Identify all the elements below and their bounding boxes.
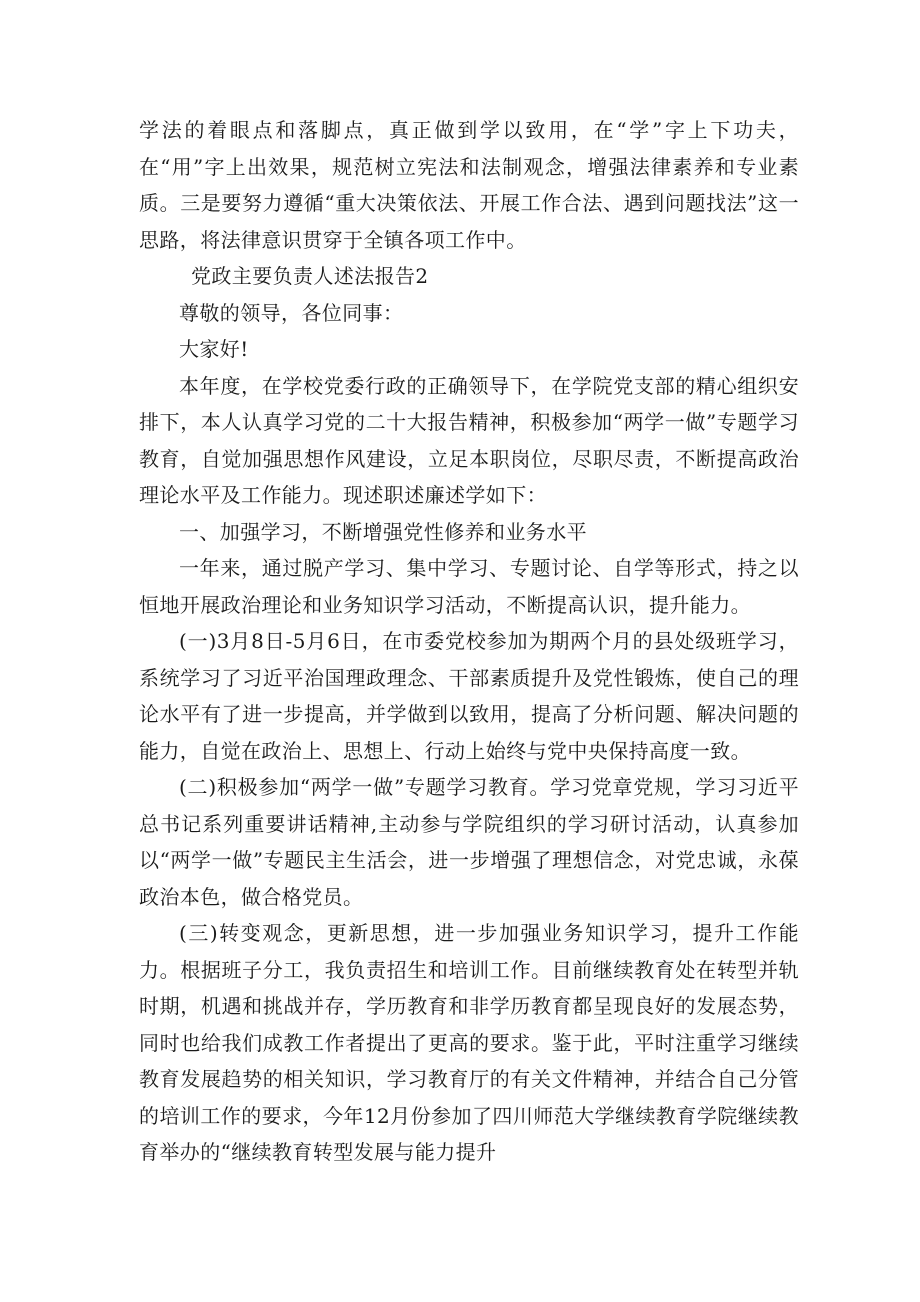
paragraph-item-1: (一)3月8日-5月6日，在市委党校参加为期两个月的县处级班学习，系统学习了习近平治国理政理念、干部素质提升及党性锻炼，使自己的理论水平有了进一步提高，并学做到以致用，提高了分析问题、解决问题的能力，自觉在政治上、思想上、行动上始终与党中央保持高度一致。 <box>139 629 799 763</box>
paragraph-section-1-summary: 一年来，通过脱产学习、集中学习、专题讨论、自学等形式，持之以恒地开展政治理论和业务知识学习活动，不断提高认识，提升能力。 <box>139 556 799 617</box>
paragraph-item-2: (二)积极参加“两学一做”专题学习教育。学习党章党规，学习习近平总书记系列重要讲话精神,主动参与学院组织的学习研讨活动，认真参加以“两学一做”专题民主生活会，进一步增强了理想信念，对党忠诚，永葆政治本色，做合格党员。 <box>139 775 799 909</box>
salutation: 尊敬的领导，各位同事： <box>179 300 404 325</box>
document-body <box>139 112 799 1171</box>
paragraph-item-3: (三)转变观念，更新思想，进一步加强业务知识学习，提升工作能力。根据班子分工，我负责招生和培训工作。目前继续教育处在转型并轨时期，机遇和挑战并存，学历教育和非学历教育都呈现良好的发展态势，同时也给我们成教工作者提出了更高的要求。鉴于此，平时注重学习继续教育发展趋势的相关知识，学习教育厅的有关文件精神，并结合自己分管的培训工作的要求，今年12月份参加了四川师范大学继续教育学院继续教育举办的“继续教育转型发展与能力提升 <box>139 921 799 1164</box>
report-title: 党政主要负责人述法报告2 <box>191 264 429 288</box>
paragraph-intro: 本年度，在学校党委行政的正确领导下，在学院党支部的精心组织安排下，本人认真学习党的二十大报告精神，积极参加“两学一做”专题学习教育，自觉加强思想作风建设，立足本职岗位，尽职尽责，不断提高政治理论水平及工作能力。现述职述廉述学如下： <box>139 373 799 507</box>
greeting: 大家好! <box>179 337 249 361</box>
paragraph-continuation: 学法的着眼点和落脚点，真正做到学以致用，在“学”字上下功夫，在“用”字上出效果，规范树立宪法和法制观念，增强法律素养和专业素质。三是要努力遵循“重大决策依法、开展工作合法、遇到问题找法”这一思路，将法律意识贯穿于全镇各项工作中。 <box>139 118 799 252</box>
section-heading-1: 一、加强学习，不断增强党性修养和业务水平 <box>179 519 587 544</box>
